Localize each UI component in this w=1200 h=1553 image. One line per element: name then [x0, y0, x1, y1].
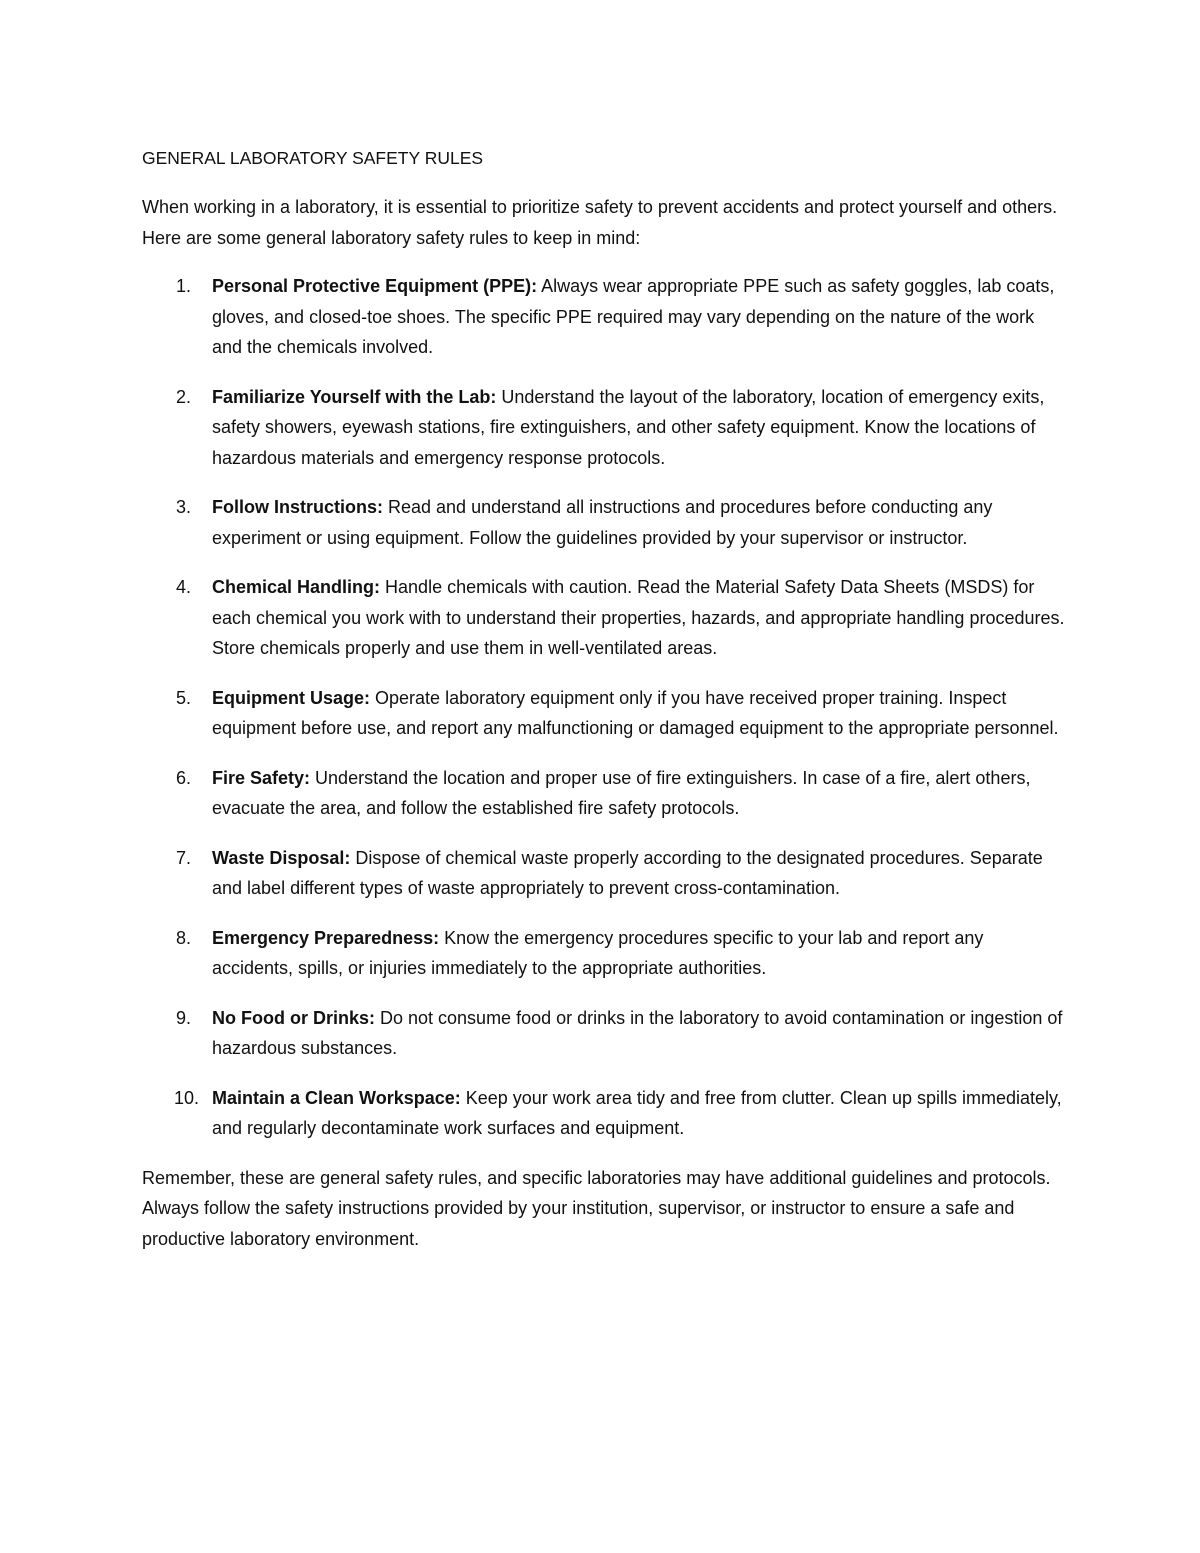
rule-title: Fire Safety:	[212, 767, 311, 788]
closing-paragraph: Remember, these are general safety rules, and specific laboratories may have additional guidelines and protocols. Always follow the safety instructions provided by your institution, supervisor, or instructor to ensure a safe and productive laboratory environment.	[142, 1167, 1051, 1249]
rule-item-2	[142, 382, 1067, 474]
rule-text: Keep your work area tidy and free from clutter. Clean up spills immediately, and regularly decontaminate work surfaces and equipment.	[212, 1087, 1062, 1138]
rule-item-3	[142, 492, 1067, 553]
rule-item-8	[142, 923, 1067, 984]
rule-title: Maintain a Clean Workspace:	[212, 1087, 461, 1108]
rule-number: 3.	[176, 497, 192, 517]
rule-number: 4.	[176, 577, 192, 597]
rule-text: Dispose of chemical waste properly according to the designated procedures. Separate and label different types of waste appropriately to prevent cross-contamination.	[212, 847, 1043, 898]
rule-number: 7.	[176, 847, 192, 868]
rule-text: Understand the location and proper use of fire extinguishers. In case of a fire, alert others, evacuate the area, and follow the established fire safety protocols.	[212, 767, 1031, 818]
rule-text: Operate laboratory equipment only if you have received proper training. Inspect equipment before use, and report any malfunctioning or damaged equipment to the appropriate personnel.	[212, 687, 1059, 738]
rule-text: Always wear appropriate PPE such as safety goggles, lab coats, gloves, and closed-toe shoes. The specific PPE required may vary depending on the nature of the work and the chemicals involved.	[212, 276, 1055, 357]
rule-text: Do not consume food or drinks in the laboratory to avoid contamination or ingestion of hazardous substances.	[212, 1007, 1063, 1058]
rule-number: 5.	[176, 687, 192, 708]
rule-title: Familiarize Yourself with the Lab:	[212, 386, 497, 407]
rule-title: No Food or Drinks:	[212, 1007, 375, 1028]
rule-text: Handle chemicals with caution. Read the Material Safety Data Sheets (MSDS) for each chemical you work with to understand their properties, hazards, and appropriate handling procedures. Store chemicals properly and use them in well-ventilated areas.	[212, 577, 1065, 658]
rule-title: Chemical Handling:	[212, 577, 381, 597]
rule-title: Emergency Preparedness:	[212, 927, 440, 948]
rule-item-5	[142, 683, 1067, 744]
rule-text: Understand the layout of the laboratory, location of emergency exits, safety showers, eyewash stations, fire extinguishers, and other safety equipment. Know the locations of hazardous materials and emergency response protocols.	[212, 386, 1045, 468]
rule-text: Know the emergency procedures specific to your lab and report any accidents, spills, or injuries immediately to the appropriate authorities.	[212, 927, 984, 978]
rule-item-10	[142, 1083, 1067, 1144]
rule-item-9	[142, 1003, 1067, 1064]
rule-item-6	[142, 763, 1067, 824]
rule-item-1	[142, 271, 1067, 363]
rule-title: Equipment Usage:	[212, 687, 371, 708]
rule-text: Read and understand all instructions and procedures before conducting any experiment or using equipment. Follow the guidelines provided by your supervisor or instructor.	[212, 497, 993, 548]
rule-number: 10.	[174, 1087, 200, 1108]
rule-number: 8.	[176, 927, 192, 948]
rule-item-7	[142, 843, 1067, 904]
rule-title: Follow Instructions:	[212, 497, 383, 517]
safety-rules-list	[142, 271, 1067, 1144]
rule-item-4	[142, 572, 1067, 664]
rule-title: Waste Disposal:	[212, 847, 351, 868]
rule-number: 2.	[176, 386, 192, 407]
document-title: GENERAL LABORATORY SAFETY RULES	[142, 148, 484, 168]
document-body	[142, 143, 1067, 1254]
rule-number: 1.	[176, 276, 192, 296]
rule-number: 6.	[176, 767, 192, 788]
intro-paragraph: When working in a laboratory, it is essential to prioritize safety to prevent accidents and protect yourself and others. Here are some general laboratory safety rules to keep in mind:	[142, 197, 1058, 248]
rule-title: Personal Protective Equipment (PPE):	[212, 276, 538, 296]
rule-number: 9.	[176, 1007, 192, 1028]
